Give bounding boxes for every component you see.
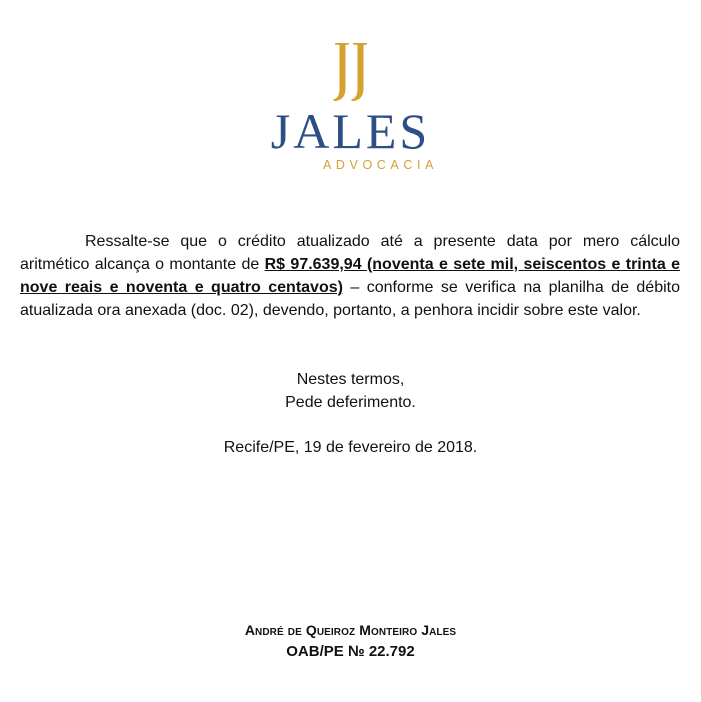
place-date: Recife/PE, 19 de fevereiro de 2018. xyxy=(223,439,478,456)
signature-name: André de Queiroz Monteiro Jales xyxy=(244,622,457,638)
signature-registration: OAB/PE № 22.792 xyxy=(286,643,415,660)
logo-subtitle: ADVOCACIA xyxy=(322,158,439,172)
logo-jj-monogram-icon xyxy=(329,40,373,106)
closing-line-1: Nestes termos, xyxy=(296,371,405,388)
body-paragraph xyxy=(20,230,680,322)
paragraph-start: Ressalte-se que o crédito atualizado até a presente data por mero cálculo aritmético alcança o montante de xyxy=(20,233,680,273)
paragraph-end: – conforme se verifica na planilha de débito atualizada ora anexada (doc. 02), devendo, portanto, a penhora incidir sobre este valor. xyxy=(20,279,681,319)
closing-line-2: Pede deferimento. xyxy=(285,394,416,411)
logo-name: JALES xyxy=(270,103,431,159)
logo xyxy=(0,40,701,172)
amount-text: R$ 97.639,94 (noventa e sete mil, seiscentos e trinta e nove reais e noventa e quatro centavos) xyxy=(20,256,680,296)
